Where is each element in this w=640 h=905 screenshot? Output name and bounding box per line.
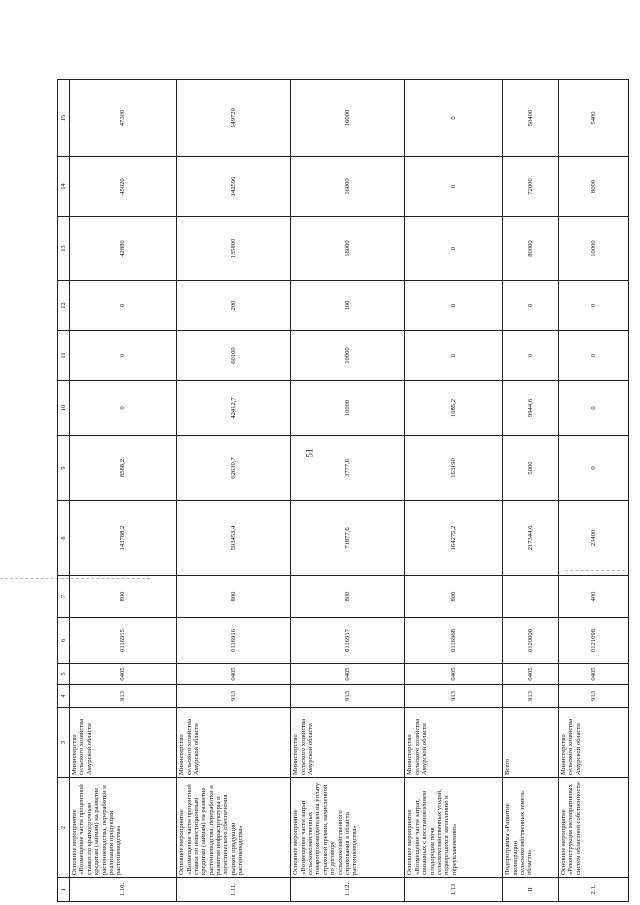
executor: Министерство сельского хозяйства Амурской области xyxy=(291,708,405,778)
header-row xyxy=(58,80,70,902)
row-id: 1.11. xyxy=(177,878,291,902)
cell-c14: 72000 xyxy=(503,157,559,217)
cell-c5: 0405 xyxy=(405,664,503,685)
cell-c7: 800 xyxy=(177,576,291,618)
executor: Министерство сельского хозяйства Амурской области xyxy=(559,708,629,778)
table-row xyxy=(405,80,503,902)
cell-c10: 0 xyxy=(70,381,177,436)
cell-c5: 0405 xyxy=(503,664,559,685)
column-header: 12 xyxy=(58,281,70,331)
cell-c8: 164275,2 xyxy=(405,501,503,576)
column-header: 15 xyxy=(58,80,70,157)
cell-c13: 80000 xyxy=(503,217,559,281)
cell-c8: 71877,6 xyxy=(291,501,405,576)
cell-c7: 400 xyxy=(559,576,629,618)
cell-c11: 60100 xyxy=(177,331,291,381)
cell-c12: 0 xyxy=(70,281,177,331)
cell-c6: 0116915 xyxy=(70,618,177,664)
row-id: 1.12. xyxy=(291,878,405,902)
column-header: 5 xyxy=(58,664,70,685)
column-header: 14 xyxy=(58,157,70,217)
cell-c15: 16000 xyxy=(291,80,405,157)
cell-c4: 913 xyxy=(503,685,559,708)
cell-c10: 10000 xyxy=(291,381,405,436)
cell-c4: 913 xyxy=(291,685,405,708)
column-header: 11 xyxy=(58,331,70,381)
cell-c11: 0 xyxy=(405,331,503,381)
column-header: 6 xyxy=(58,618,70,664)
row-id: 2.1. xyxy=(559,878,629,902)
cell-c7: 800 xyxy=(291,576,405,618)
activity-name: Основное мероприятие «Возмещение части процентной ставки по краткосрочным кредитам (займам) на развитие растениеводства, переработки и реализации продукции растениеводства» xyxy=(70,778,177,878)
cell-c4: 913 xyxy=(70,685,177,708)
cell-c15: 47300 xyxy=(70,80,177,157)
cell-c10: 0 xyxy=(559,381,629,436)
cell-c13: 0 xyxy=(405,217,503,281)
column-header: 7 xyxy=(58,576,70,618)
cell-c13: 16000 xyxy=(291,217,405,281)
column-header: 4 xyxy=(58,685,70,708)
cell-c6: 0116968 xyxy=(405,618,503,664)
cell-c11: 0 xyxy=(559,331,629,381)
cell-c10: 1085,2 xyxy=(405,381,503,436)
cell-c14: 8000 xyxy=(559,157,629,217)
table-row xyxy=(291,80,405,902)
table-row xyxy=(70,80,177,902)
cell-c8: 593453,4 xyxy=(177,501,291,576)
cell-c13: 10000 xyxy=(559,217,629,281)
executor: Министерство сельского хозяйства Амурской области xyxy=(405,708,503,778)
cell-c9: 5000 xyxy=(503,436,559,501)
budget-table-container xyxy=(57,80,629,902)
table-row xyxy=(177,80,291,902)
cell-c9: 0 xyxy=(559,436,629,501)
cell-c10: 9944,6 xyxy=(503,381,559,436)
activity-name: Основное мероприятие «Реконструкция мелиоративных систем областной собственности xyxy=(559,778,629,878)
cell-c9: 8588,2 xyxy=(70,436,177,501)
cell-c13: 135800 xyxy=(177,217,291,281)
cell-c9: 62630,7 xyxy=(177,436,291,501)
column-header: 9 xyxy=(58,436,70,501)
table-row xyxy=(503,80,559,902)
row-id: 1.10. xyxy=(70,878,177,902)
cell-c14: 45020 xyxy=(70,157,177,217)
cell-c8: 143788,2 xyxy=(70,501,177,576)
column-header: 1 xyxy=(58,878,70,902)
cell-c6: 0116917 xyxy=(291,618,405,664)
cell-c6: 0116916 xyxy=(177,618,291,664)
cell-c11: 0 xyxy=(70,331,177,381)
cell-c5: 0405 xyxy=(559,664,629,685)
cell-c15: 149720 xyxy=(177,80,291,157)
column-header: 13 xyxy=(58,217,70,281)
cell-c11: 0 xyxy=(503,331,559,381)
cell-c15: 50400 xyxy=(503,80,559,157)
cell-c15: 5400 xyxy=(559,80,629,157)
row-id: II xyxy=(503,878,559,902)
cell-c5: 0405 xyxy=(291,664,405,685)
activity-name: Основное мероприятие «Возмещение части процентной ставки по инвестиционным кредитам (займам) на развитие растениеводства, переработки и развития инфраструктуры и логистического обеспечения рынков продукции растениеводства» xyxy=(177,778,291,878)
cell-c12: 0 xyxy=(559,281,629,331)
cell-c9: 3777,6 xyxy=(291,436,405,501)
column-header: 10 xyxy=(58,381,70,436)
cell-c6: 0121098 xyxy=(559,618,629,664)
cell-c9: 163190 xyxy=(405,436,503,501)
budget-table xyxy=(57,79,629,902)
column-header: 8 xyxy=(58,501,70,576)
cell-c11: 10000 xyxy=(291,331,405,381)
table-row xyxy=(559,80,629,902)
cell-c7: 800 xyxy=(405,576,503,618)
cell-c12: 200 xyxy=(177,281,291,331)
cell-c14: 142590 xyxy=(177,157,291,217)
executor: Министерство сельского хозяйства Амурской области xyxy=(70,708,177,778)
cell-c12: 0 xyxy=(405,281,503,331)
page-number: 51 xyxy=(304,448,315,458)
activity-name: Основное мероприятие «Возмещение части затрат, связанных с восстановлением плодородия почв сельскохозяйственных угодий, подвергшихся затоплению и переувлажнению» xyxy=(405,778,503,878)
executor: Министерство сельского хозяйства Амурской области xyxy=(177,708,291,778)
cell-c12: 0 xyxy=(503,281,559,331)
cell-c10: 42412,7 xyxy=(177,381,291,436)
activity-name: Основное мероприятие «Возмещение части затрат сельскохозяйственных товаропроизводителей на уплату страховой премии, начисленной по договору сельскохозяйственного страхования в области растениеводства» xyxy=(291,778,405,878)
cell-c8: 23400 xyxy=(559,501,629,576)
cell-c15: 0 xyxy=(405,80,503,157)
cell-c8: 217344,6 xyxy=(503,501,559,576)
cell-c14: 16000 xyxy=(291,157,405,217)
cell-c5: 0405 xyxy=(177,664,291,685)
cell-c7: 800 xyxy=(70,576,177,618)
executor: Всего xyxy=(503,708,559,778)
cell-c7 xyxy=(503,576,559,618)
cell-c4: 913 xyxy=(177,685,291,708)
cell-c12: 100 xyxy=(291,281,405,331)
cell-c6: 0120000 xyxy=(503,618,559,664)
cell-c4: 913 xyxy=(405,685,503,708)
column-header: 3 xyxy=(58,708,70,778)
cell-c4: 913 xyxy=(559,685,629,708)
cell-c5: 0405 xyxy=(70,664,177,685)
cell-c14: 0 xyxy=(405,157,503,217)
activity-name: Подпрограмма «Развитие мелиорации сельскохозяйственных земель области» xyxy=(503,778,559,878)
column-header: 2 xyxy=(58,778,70,878)
row-id: 1.13 xyxy=(405,878,503,902)
cell-c13: 42880 xyxy=(70,217,177,281)
